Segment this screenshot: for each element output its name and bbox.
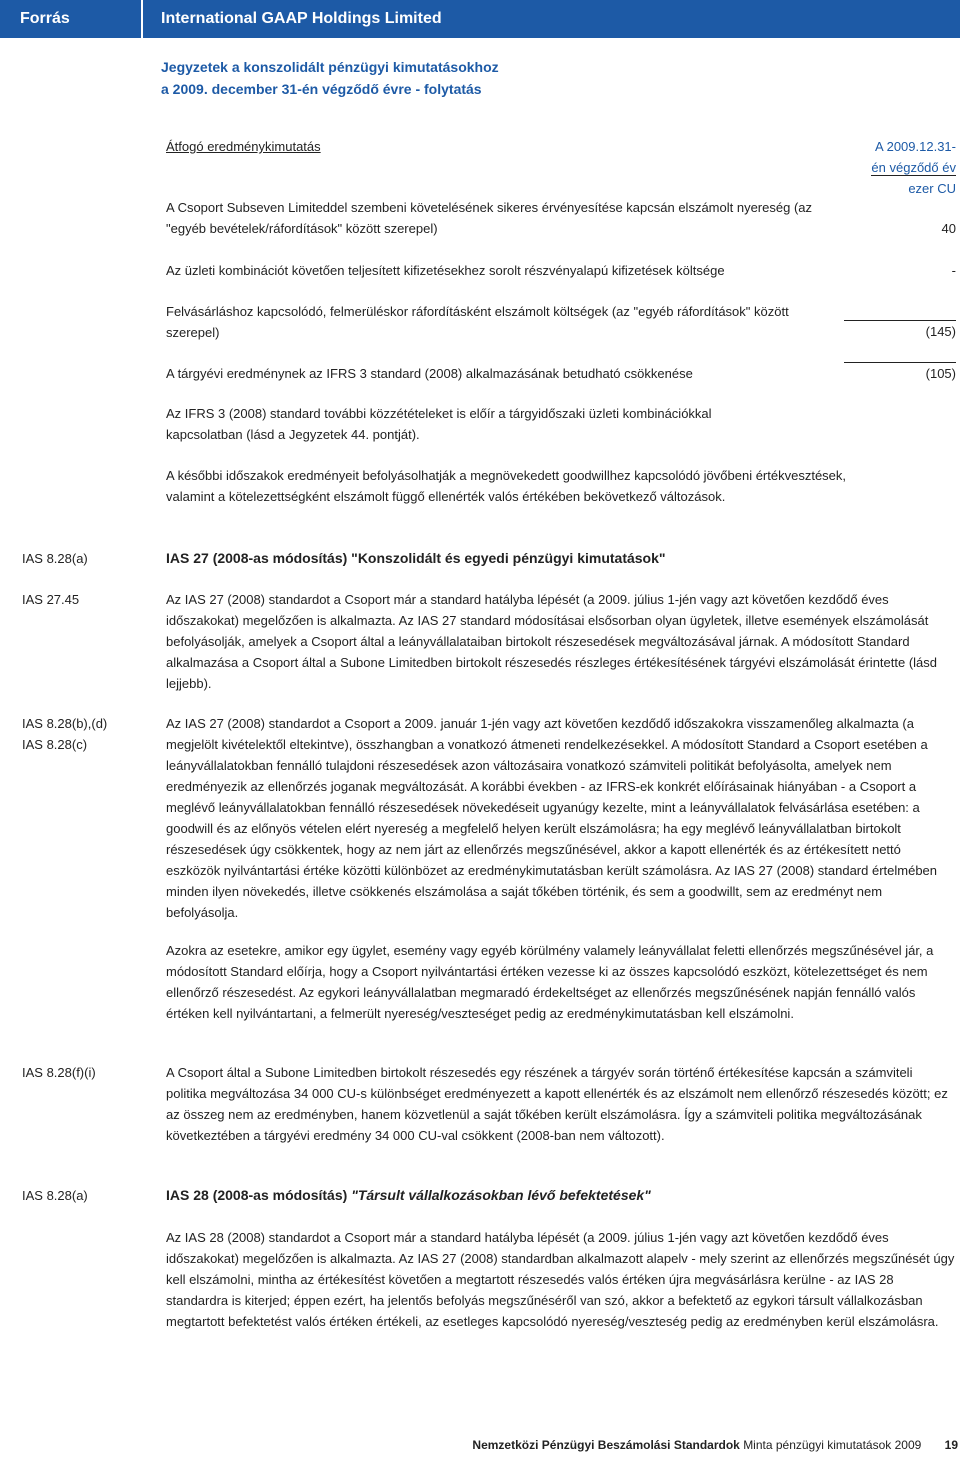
statement-row-3-value: (145) bbox=[844, 320, 956, 342]
statement-row-1-label: A Csoport Subseven Limiteddel szembeni követelésének sikeres érvényesítése kapcsán elszámolt nyereség (az "egyéb bevételek/ráfordítások" között szerepel) bbox=[166, 200, 813, 236]
statement-title: Átfogó eredménykimutatás bbox=[166, 139, 321, 154]
header-bar bbox=[0, 0, 960, 38]
header-company-name: International GAAP Holdings Limited bbox=[161, 10, 442, 27]
column-header-line2 bbox=[844, 157, 956, 178]
notes-title-line2: a 2009. december 31-én végződő évre - folytatás bbox=[161, 81, 482, 97]
footer-subtitle: Minta pénzügyi kimutatások 2009 bbox=[743, 1438, 922, 1452]
ias27-block4-reference: IAS 8.28(f)(i) bbox=[22, 1065, 96, 1080]
page-footer bbox=[0, 1436, 958, 1454]
column-header bbox=[844, 136, 956, 199]
header-source-label: Forrás bbox=[20, 10, 70, 27]
notes-title bbox=[161, 56, 721, 100]
ias27-block3-text: Azokra az esetekre, amikor egy ügylet, esemény vagy egyéb körülmény valamely leányvállalat feletti ellenőrzés megszűnésével jár, a módosított Standard előírja, hogy a Csoport nyilvántartási értéken vezesse ki az összes kapcsolódó eszközt, kötelezettséget és nem ellenőrző részesedést. Az egykori leányvállalatban megmaradó érdekeltséget az ellenőrzés megszűnésének napján fennálló valós értéken kell nyilvántartani, a felmerült nyereség/veszteséget pedig az eredménykimutatásban kell elszámolni. bbox=[166, 943, 934, 1021]
statement-row-1-value: 40 bbox=[941, 221, 956, 236]
statement-row-4-label: A tárgyévi eredménynek az IFRS 3 standard (2008) alkalmazásának betudható csökkenése bbox=[166, 366, 693, 381]
column-header-line1: A 2009.12.31- bbox=[875, 139, 956, 154]
ias28-reference: IAS 8.28(a) bbox=[22, 1188, 88, 1203]
footer-publication: Nemzetközi Pénzügyi Beszámolási Standardok bbox=[472, 1438, 740, 1452]
ias27-block2-reference-1: IAS 8.28(b),(d) bbox=[22, 716, 108, 731]
statement-row-2-value: - bbox=[951, 263, 956, 278]
column-header-line3: ezer CU bbox=[908, 181, 956, 196]
ias27-heading: IAS 27 (2008-as módosítás) "Konszolidált és egyedi pénzügyi kimutatások" bbox=[166, 550, 666, 566]
ias27-block2-reference-2: IAS 8.28(c) bbox=[22, 737, 88, 752]
statement-row-2-label: Az üzleti kombinációt követően teljesített kifizetésekhez sorolt részvényalapú kifizetések költsége bbox=[166, 263, 725, 278]
column-header-line2-text: én végződő év bbox=[871, 160, 956, 175]
statement-paragraph-2: A későbbi időszakok eredményeit befolyásolhatják a megnövekedett goodwillhez kapcsolódó jövőbeni értékvesztések, valamint a kötelezettségként elszámolt függő ellenérték valós értékében bekövetkező változások. bbox=[166, 468, 847, 504]
ias27-block4-text: A Csoport által a Subone Limitedben birtokolt részesedés egy részének a tárgyév során történő értékesítése kapcsán a számviteli politika megváltozása 34 000 CU-s különbséget eredményezett a kapott ellenérték és az elszámolt nem ellenőrző részesedés között; ez az összeg nem az eredményben, hanem közvetlenül a saját tőkében került elszámolásra. Így a számviteli politika megváltozásának következtében a tárgyévi eredmény 34 000 CU-val csökkent (2008-ban nem változott). bbox=[166, 1065, 948, 1143]
ias27-reference: IAS 8.28(a) bbox=[22, 551, 88, 566]
footer-page-number: 19 bbox=[944, 1438, 958, 1452]
statement-paragraph-1: Az IFRS 3 (2008) standard további közzétételeket is előír a tárgyidőszaki üzleti kombinációkkal kapcsolatban (lásd a Jegyzetek 44. pontját). bbox=[166, 406, 712, 442]
statement-row-4-value: (105) bbox=[844, 362, 956, 384]
notes-title-line1: Jegyzetek a konszolidált pénzügyi kimutatásokhoz bbox=[161, 59, 499, 75]
ias27-block1-reference: IAS 27.45 bbox=[22, 592, 80, 607]
ias28-heading bbox=[166, 1185, 651, 1206]
ias28-heading-italic: "Társult vállalkozásokban lévő befektetések" bbox=[351, 1187, 651, 1203]
header-divider bbox=[141, 0, 143, 38]
ias28-block1-text: Az IAS 28 (2008) standardot a Csoport már a standard hatályba lépését (a 2009. július 1-jén vagy azt követően kezdődő éves időszakokat) megelőzően is alkalmazta. Az IAS 27 (2008) standardban alkalmazott alapelv - mely szerint az ellenőrzés megszűnését úgy kell elszámolni, mintha az értékesítést követően a megtartott részesedés valós értéken újra megvásárlásra kerülne - az IAS 28 standardra is kiterjed; éppen ezért, ha jelentős befolyás megszűnéséről van szó, akkor a befektető az egykori társult vállalkozásban megtartott befektetést valós értéken értékeli, az esetleges kapcsolódó nyereség/veszteség pedig az eredményben kerül elszámolásra. bbox=[166, 1230, 955, 1329]
ias28-heading-plain: IAS 28 (2008-as módosítás) bbox=[166, 1187, 352, 1203]
ias27-block2-text: Az IAS 27 (2008) standardot a Csoport a 2009. január 1-jén vagy azt követően kezdődő időszakokra visszamenőleg alkalmazta (a megjelölt kivételektől eltekintve), összhangban a vonatkozó átmeneti rendelkezésekkel. A módosított Standard a Csoport esetében a leányvállalatokban fennálló tulajdoni részesedések azon változásaira vonatkozó számviteli politikát befolyásolta, amelyek nem eredményezik az ellenőrzés joganak megváltozását. A korábbi években - az IFRS-ek konkrét előírásainak hiányában - a Csoport a meglévő leányvállalatokban fennálló részesedések növekedéseit ugyanúgy kezelte, mint a leányvállalatok felvásárlása esetében: a goodwill és az előnyös vételen elért nyereség a megfelelő helyen került elszámolásra; ha egy meglévő leányvállalatban birtokolt részesedések úgy csökkentek, hogy az nem járt az ellenőrzés megszűnésével, akkor a kapott ellenérték és az értékesített nettó eszközök nyilvántartási értéke közötti különbözet az eredménykimutatásban került számolásra. Az IAS 27 (2008) standard értelmében minden ilyen növekedés, illetve csökkenés elszámolása a saját tőkében történik, és sem a goodwillt, sem az eredményt nem befolyásolja. bbox=[166, 716, 938, 920]
statement-row-3-label: Felvásárláshoz kapcsolódó, felmerüléskor ráfordításként elszámolt költségek (az "egyéb ráfordítások" között szerepel) bbox=[166, 304, 789, 340]
ias27-block1-text: Az IAS 27 (2008) standardot a Csoport már a standard hatályba lépését (a 2009. július 1-jén vagy azt követően kezdődő éves időszakokat) megelőzően is alkalmazta. Az IAS 27 standard módosításai elsősorban olyan ügyletek, illetve események elszámolását befolyásolják, amelyek a Csoport által a leányvállalataiban birtokolt részesedések megváltozásával járnak. A módosított Standard alkalmazása a Csoport által a Subone Limitedben birtokolt részesedés részleges értékesítésének tárgyévi elszámolását érintette (lásd lejjebb). bbox=[166, 592, 938, 691]
